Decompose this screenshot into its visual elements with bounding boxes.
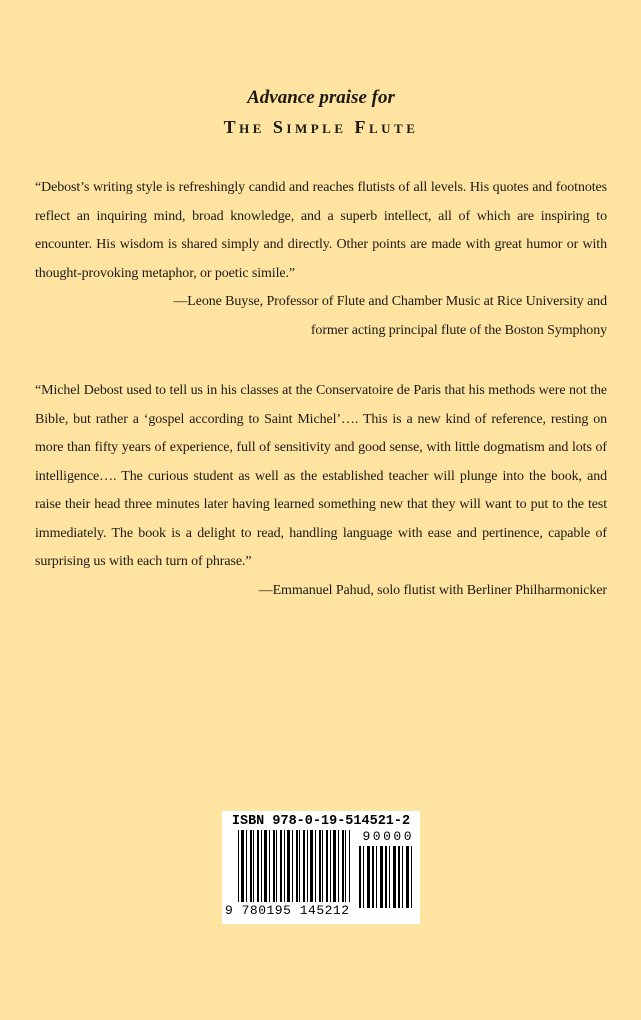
ean-barcode xyxy=(225,830,350,918)
review-pahud xyxy=(35,377,607,605)
barcode-bars-row xyxy=(225,829,414,918)
ean-digits: 9 780195 145212 xyxy=(225,903,350,918)
review-attribution xyxy=(35,577,607,606)
book-title: The Simple Flute xyxy=(223,117,419,137)
attribution-line: former acting principal flute of the Boston Symphony xyxy=(310,322,607,338)
price-addon-barcode xyxy=(359,830,412,918)
price-addon-bars xyxy=(359,846,412,908)
review-buyse xyxy=(35,174,607,345)
review-quote: “Debost’s writing style is refreshingly candid and reaches flutists of all levels. His quotes and footnotes reflect an inquiring mind, broad knowledge, and a superb intellect, all of which are inspiring to encounter. His wisdom is shared simply and directly. Other points are made with great humor or with thought-provoking metaphor, or poetic simile.” xyxy=(35,180,607,281)
price-code: 90000 xyxy=(362,829,414,844)
review-quote: “Michel Debost used to tell us in his classes at the Conservatoire de Paris that his methods were not the Bible, but rather a ‘gospel according to Saint Michel’…. This is a new kind of reference, resting on more than fifty years of experience, full of sensitivity and good sense, with little dogmatism and lots of intelligence…. The curious student as well as the established teacher will plunge into the book, and raise their head three minutes later having learned something new that they will want to put to the test immediately. The book is a delight to read, handling language with ease and pertinence, capable of surprising us with each turn of phrase.” xyxy=(35,383,607,569)
attribution-line: —Leone Buyse, Professor of Flute and Chamber Music at Rice University and xyxy=(173,294,607,309)
review-attribution xyxy=(35,288,607,345)
isbn-number: ISBN 978-0-19-514521-2 xyxy=(231,814,411,829)
advance-praise-heading: Advance praise for xyxy=(247,87,395,108)
cover-header xyxy=(35,86,607,140)
barcode xyxy=(222,811,420,924)
attribution-line: —Emmanuel Pahud, solo flutist with Berliner Philharmonicker xyxy=(258,582,607,598)
ean-barcode-bars xyxy=(238,830,350,902)
